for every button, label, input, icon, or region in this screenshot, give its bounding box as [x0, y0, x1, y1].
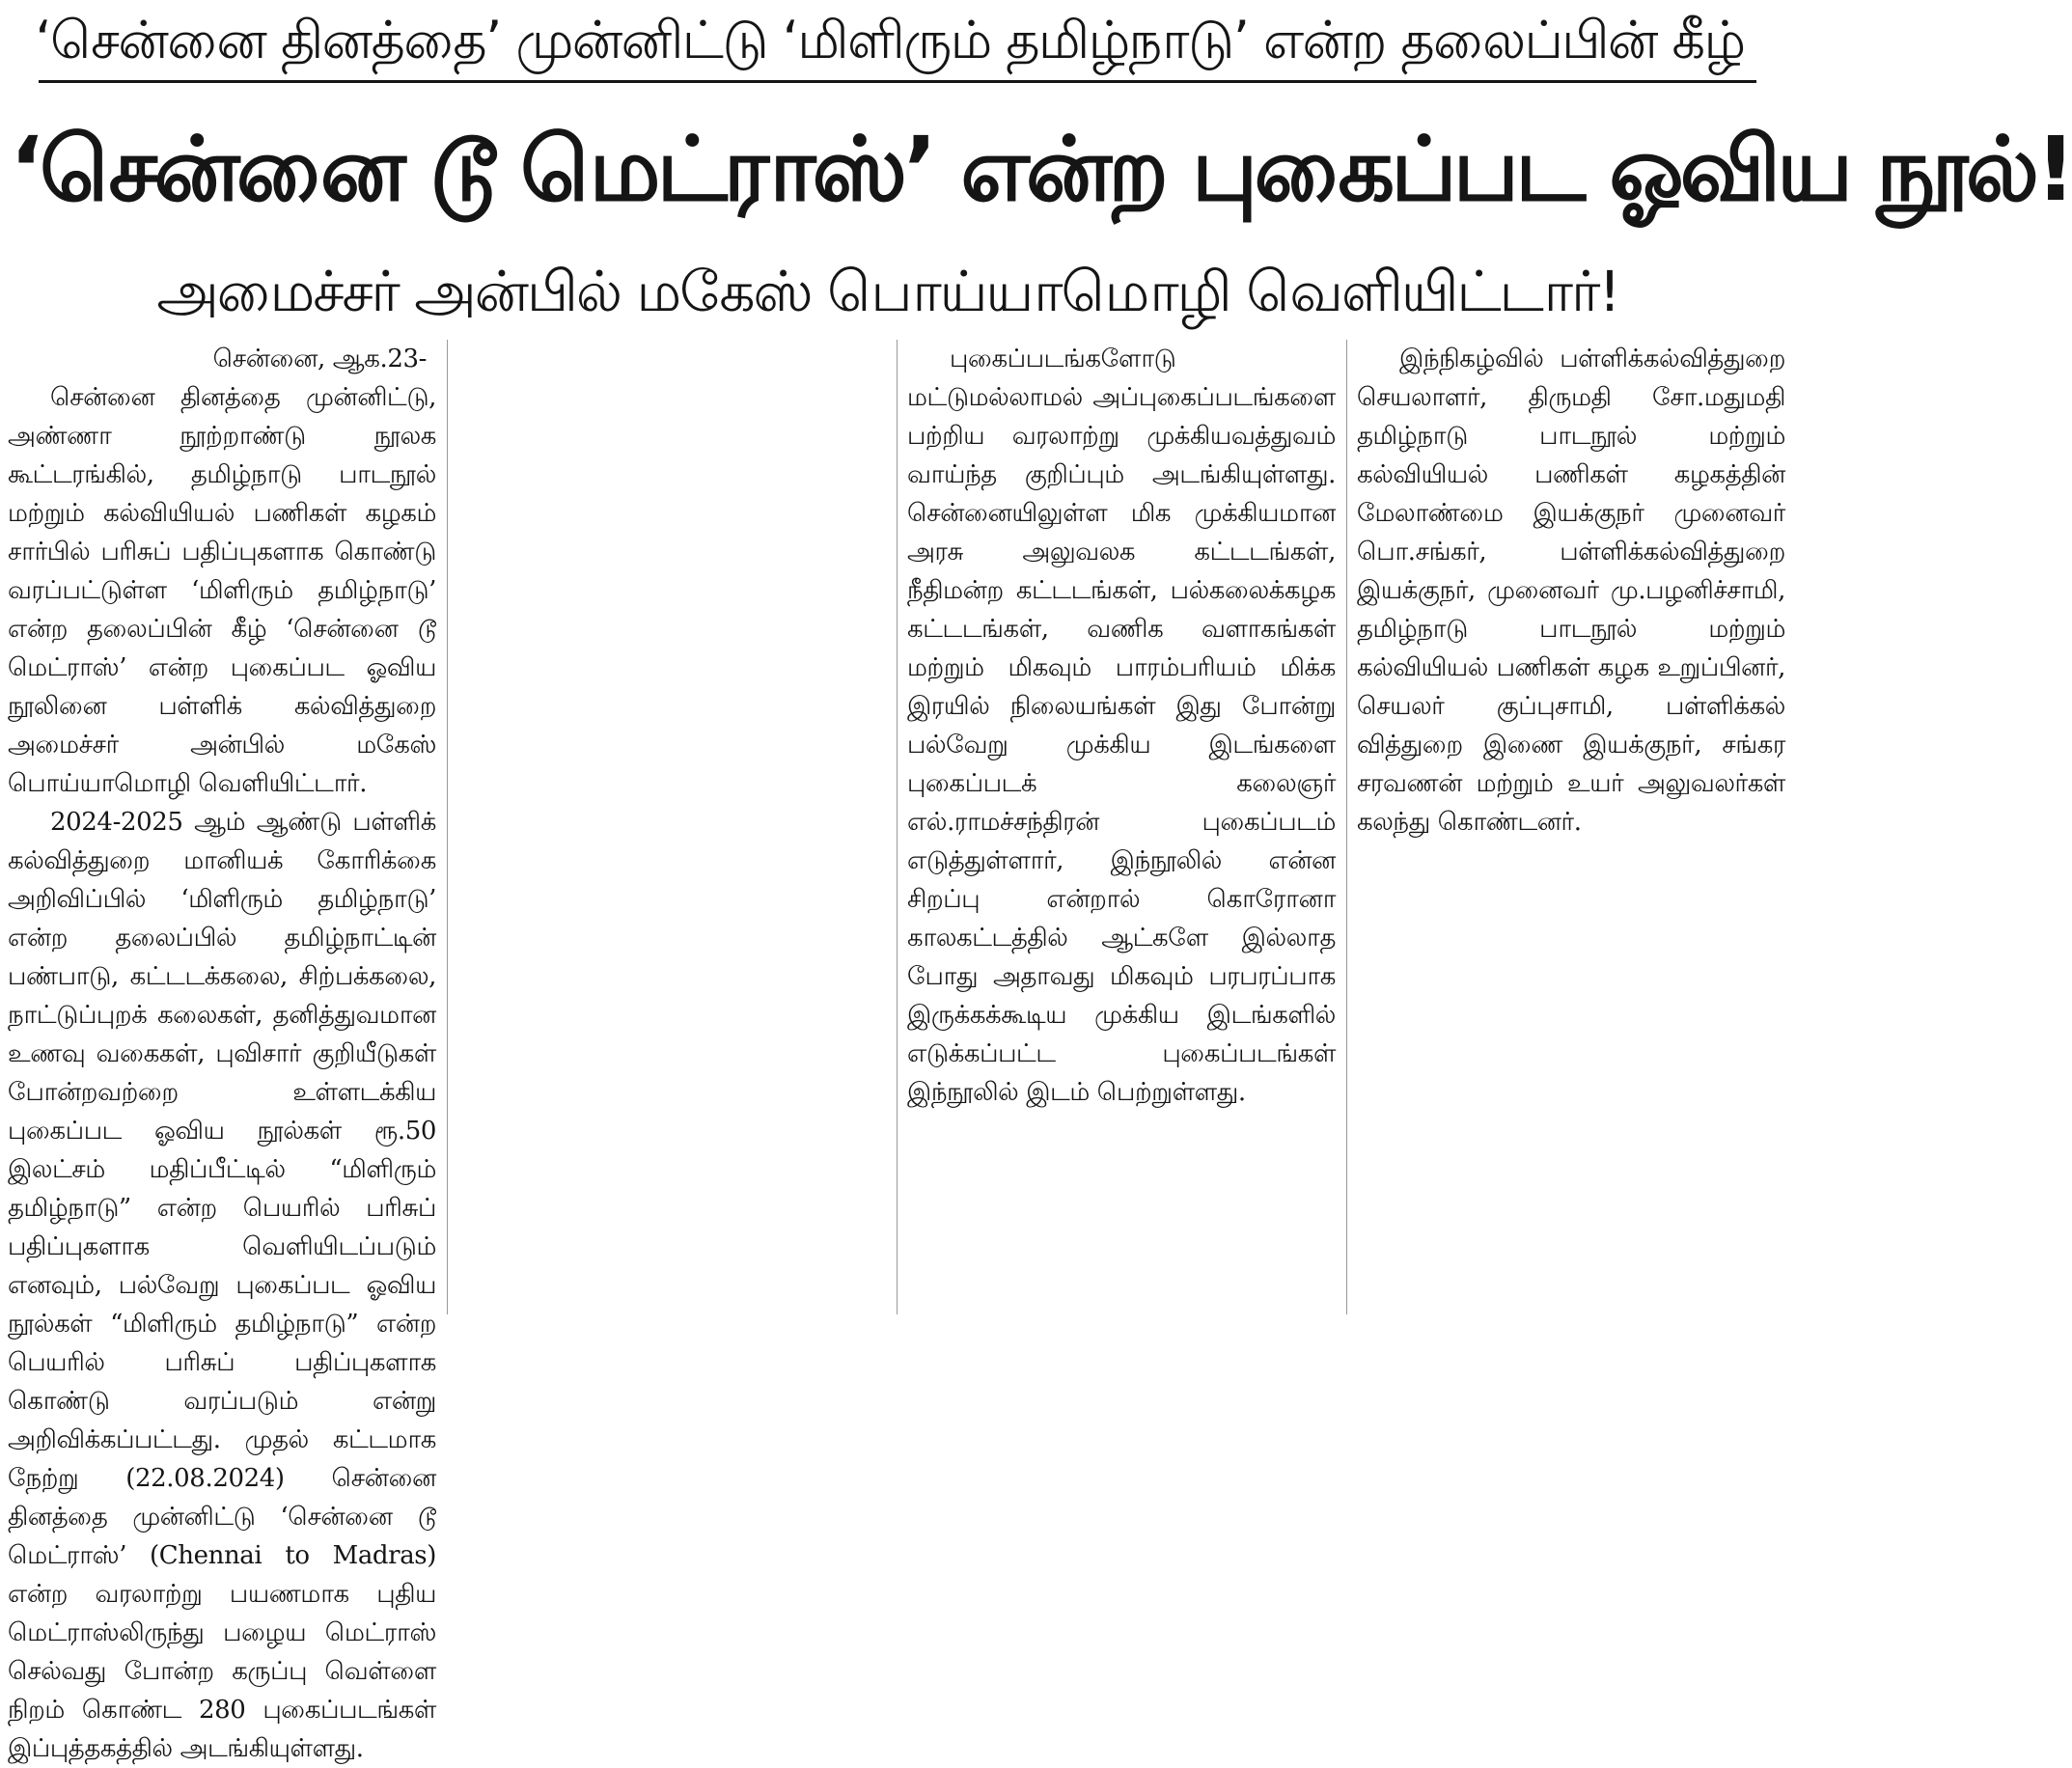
article-column-1	[8, 340, 436, 1763]
kicker: ‘சென்னை தினத்தை’ முன்னிட்டு ‘மிளிரும் தமிழ்நாடு’ என்ற தலைப்பின் கீழ்	[35, 10, 1745, 70]
article-paragraph-2: 2024-2025 ஆம் ஆண்டு பள்ளிக் கல்வித்துறை மானியக் கோரிக்கை அறிவிப்பில் ‘மிளிரும் தமிழ்நாடு’ என்ற தலைப்பில் தமிழ்நாட்டின் பண்பாடு, கட்டடக்கலை, சிற்பக்கலை, நாட்டுப்புறக் கலைகள், தனித்துவமான உணவு வகைகள், புவிசார் குறியீடுகள் போன்றவற்றை உள்ளடக்கிய புகைப்பட ஓவிய நூல்கள் ரூ.50 இலட்சம் மதிப்பீட்டில் “மிளிரும் தமிழ்நாடு” என்ற பெயரில் பரிசுப் பதிப்புகளாக வெளியிடப்படும் எனவும், பல்வேறு புகைப்பட ஓவிய நூல்கள் “மிளிரும் தமிழ்நாடு” என்ற பெயரில் பரிசுப் பதிப்புகளாக கொண்டு வரப்படும் என்று அறிவிக்கப்பட்டது. முதல் கட்டமாக நேற்று (22.08.2024) சென்னை தினத்தை முன்னிட்டு ‘சென்னை டூ மெட்ராஸ்’ (Chennai to Madras) என்ற வரலாற்று பயணமாக புதிய மெட்ராஸ்லிருந்து பழைய மெட்ராஸ் செல்வது போன்ற கருப்பு வெள்ளை நிறம் கொண்ட 280 புகைப்படங்கள் இப்புத்தகத்தில் அடங்கியுள்ளது.	[8, 808, 436, 1763]
column-divider	[897, 340, 898, 1314]
headline: ‘சென்னை டூ மெட்ராஸ்’ என்ற புகைப்பட ஓவிய நூல்!	[10, 118, 2072, 221]
column-divider	[447, 340, 448, 1314]
article-column-3	[907, 340, 1336, 1314]
article-column-4	[1357, 340, 1785, 1314]
article-column-2	[457, 340, 886, 1314]
dateline: சென்னை, ஆக.23-	[212, 345, 427, 373]
article-paragraph-1: சென்னை தினத்தை முன்னிட்டு, அண்ணா நூற்றாண்டு நூலக கூட்டரங்கில், தமிழ்நாடு பாடநூல் மற்றும் கல்வியியல் பணிகள் கழகம் சார்பில் பரிசுப் பதிப்புகளாக கொண்டு வரப்பட்டுள்ள ‘மிளிரும் தமிழ்நாடு’ என்ற தலைப்பின் கீழ் ‘சென்னை டூ மெட்ராஸ்’ என்ற புகைப்பட ஓவிய நூலினை பள்ளிக் கல்வித்துறை அமைச்சர் அன்பில் மகேஸ் பொய்யாமொழி வெளியிட்டார்.	[8, 383, 436, 798]
kicker-underline	[39, 80, 1756, 83]
column-divider	[1346, 340, 1347, 1314]
article-paragraph-4: இந்நிகழ்வில் பள்ளிக்கல்வித்துறை செயலாளர், திருமதி சோ.மதுமதி தமிழ்நாடு பாடநூல் மற்றும் கல்வியியல் பணிகள் கழகத்தின் மேலாண்மை இயக்குநர் முனைவர் பொ.சங்கர், பள்ளிக்கல்வித்துறை இயக்குநர், முனைவர் மு.பழனிச்சாமி, தமிழ்நாடு பாடநூல் மற்றும் கல்வியியல் பணிகள் கழக உறுப்பினர், செயலர் குப்புசாமி, பள்ளிக்கல் வித்துறை இணை இயக்குநர், சங்கர சரவணன் மற்றும் உயர் அலுவலர்கள் கலந்து கொண்டனர்.	[1357, 345, 1785, 837]
article-body	[8, 340, 1785, 1763]
subheadline: அமைச்சர் அன்பில் மகேஸ் பொய்யாமொழி வெளியிட்டார்!	[156, 259, 1619, 324]
article-paragraph-3: புகைப்படங்களோடு மட்டுமல்லாமல் அப்புகைப்படங்களை பற்றிய வரலாற்று முக்கியவத்துவம் வாய்ந்த குறிப்பும் அடங்கியுள்ளது. சென்னையிலுள்ள மிக முக்கியமான அரசு அலுவலக கட்டடங்கள், நீதிமன்ற கட்டடங்கள், பல்கலைக்கழக கட்டடங்கள், வணிக வளாகங்கள் மற்றும் மிகவும் பாரம்பரியம் மிக்க இரயில் நிலையங்கள் இது போன்று பல்வேறு முக்கிய இடங்களை புகைப்படக் கலைஞர் எல்.ராமச்சந்திரன் புகைப்படம் எடுத்துள்ளார், இந்நூலில் என்ன சிறப்பு என்றால் கொரோனா காலகட்டத்தில் ஆட்களே இல்லாத போது அதாவது மிகவும் பரபரப்பாக இருக்கக்கூடிய முக்கிய இடங்களில் எடுக்கப்பட்ட புகைப்படங்கள் இந்நூலில் இடம் பெற்றுள்ளது.	[907, 345, 1336, 1107]
